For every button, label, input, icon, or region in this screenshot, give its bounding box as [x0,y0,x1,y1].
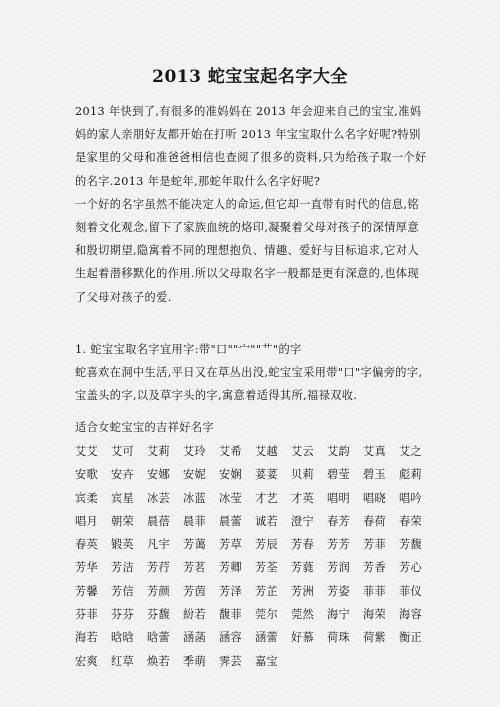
page-title: 2013 蛇宝宝起名字大全 [152,67,348,87]
name-item: 芳草 [219,538,242,552]
name-item: 春荣 [399,514,422,528]
name-item: 菲仪 [399,584,422,598]
name-item: 馥菲 [219,608,242,622]
name-item: 芳辰 [255,538,278,552]
name-item: 艾艾 [75,445,98,458]
name-item: 唱月 [75,514,98,528]
name-item: 荷珠 [327,631,350,645]
name-item: 宾星 [111,491,134,505]
name-item: 晨蕾 [219,514,242,528]
name-item: 焕若 [147,654,170,668]
name-item: 荷紫 [363,631,386,645]
name-item: 春荷 [363,514,386,528]
paragraph-1: 2013 年快到了,有很多的准妈妈在 2013 年会迎来自己的宝宝,准妈妈的家人亲朋好友都开始在打听 2013 年宝宝取什么名字好呢?特别是家里的父母和准爸爸相信也查阅了很多的资料,只为给孩子取一个好的名字.2013 年是蛇年,那蛇年取什么名字好呢? [75,105,427,188]
section-heading: 1. 蛇宝宝取名字宜用字:带"口""宀""艹"的字 [75,343,302,356]
name-item: 艾真 [363,445,386,458]
name-item: 唱晓 [363,491,386,505]
name-item: 诚若 [255,514,278,528]
name-item: 晗蕾 [147,631,170,645]
name-item: 芳馨 [75,584,98,598]
name-item: 荽荽 [255,468,278,482]
name-item: 澄宁 [291,514,314,528]
name-item: 红草 [111,654,134,668]
name-item: 季萌 [183,654,206,668]
name-item: 艾韵 [327,445,350,458]
name-item: 安娴 [219,468,242,482]
name-item: 莞尔 [255,608,278,622]
name-item: 海荣 [363,608,386,622]
name-item: 安娜 [147,468,170,482]
paragraph-2: 一个好的名字虽然不能决定人的命运,但它却一直带有时代的信息,铭刻着文化观念,留下了家族血统的烙印,凝聚着父母对孩子的深情厚意和殷切期望,隐寓着不同的理想抱负、情趣、爱好与目标追求,它对人生起着潜移默化的作用.所以父母取名字一般都是更有深意的,也体现了父母对孩子的爱. [75,197,419,304]
name-item: 芳洲 [291,584,314,598]
name-item: 海容 [399,608,422,622]
name-item: 才英 [291,491,314,505]
name-item: 晗晗 [111,631,134,645]
name-item: 芳卿 [219,561,242,575]
name-item: 碧莹 [327,468,350,482]
name-item: 芳洁 [111,561,134,575]
name-item: 春芳 [327,514,350,528]
name-item: 唱吟 [399,491,422,505]
name-item: 艾之 [399,445,422,458]
name-item: 芳菲 [363,538,386,552]
name-item: 芳蕤 [291,561,314,575]
name-item: 唱明 [327,491,350,505]
name-item: 艾希 [219,445,242,458]
list-heading: 适合女蛇宝宝的吉祥好名字 [75,421,215,434]
names-grid [75,440,435,673]
name-item: 芳茗 [183,561,206,575]
name-item: 芳荇 [147,561,170,575]
name-item: 才艺 [255,491,278,505]
name-item: 芳姿 [327,584,350,598]
name-item: 芳信 [111,584,134,598]
name-item: 芳香 [363,561,386,575]
name-item: 芳颜 [147,584,170,598]
name-item: 芳润 [327,561,350,575]
name-item: 好慕 [291,631,314,645]
name-item: 霁芸 [219,654,242,668]
name-item: 宏爽 [75,654,98,668]
name-item: 碧玉 [363,468,386,482]
name-item: 贝莉 [291,468,314,482]
name-item: 海若 [75,631,98,645]
name-item: 芬芬 [111,608,134,622]
name-item: 芳茵 [183,584,206,598]
name-item: 芳馥 [399,538,422,552]
name-item: 安歌 [75,468,98,482]
name-item: 安妮 [183,468,206,482]
intro-text [75,100,430,309]
name-item: 艾越 [255,445,278,458]
name-item: 晨蓓 [147,514,170,528]
name-item: 涵菡 [183,631,206,645]
name-item: 芳泽 [219,584,242,598]
name-item: 艾可 [111,445,134,458]
name-item: 冰蓝 [183,491,206,505]
name-item: 艾云 [291,445,314,458]
name-item: 涵蕾 [255,631,278,645]
name-item: 嘉宝 [255,654,278,668]
name-item: 宾柔 [75,491,98,505]
name-item: 芬菲 [75,608,98,622]
name-item: 艾玲 [183,445,206,458]
name-item: 冰莹 [219,491,242,505]
name-item: 彪莉 [399,468,422,482]
name-item: 冰芸 [147,491,170,505]
name-item: 安卉 [111,468,134,482]
name-item: 涵容 [219,631,242,645]
name-item: 朝荣 [111,514,134,528]
name-item: 芳蔼 [183,538,206,552]
name-item: 芳心 [399,561,422,575]
name-item: 锻英 [111,538,134,552]
name-item: 海宁 [327,608,350,622]
name-item: 衡正 [399,631,422,645]
name-item: 紛若 [183,608,206,622]
name-item: 芳荃 [255,561,278,575]
name-item: 芳芳 [327,538,350,552]
name-item: 芳芷 [255,584,278,598]
name-item: 凡宇 [147,538,170,552]
name-item: 芬馥 [147,608,170,622]
section-text: 蛇喜欢在洞中生活,平日又在草丛出没,蛇宝宝采用带"口"字偏旁的字,宝盖头的字,以及草字头的字,寓意着适得其所,福禄双收. [75,366,423,403]
name-item: 莞然 [291,608,314,622]
name-item: 菲菲 [363,584,386,598]
name-item: 春英 [75,538,98,552]
name-item: 芳春 [291,538,314,552]
name-item: 艾莉 [147,445,170,458]
name-item: 晨菲 [183,514,206,528]
name-item: 芳华 [75,561,98,575]
